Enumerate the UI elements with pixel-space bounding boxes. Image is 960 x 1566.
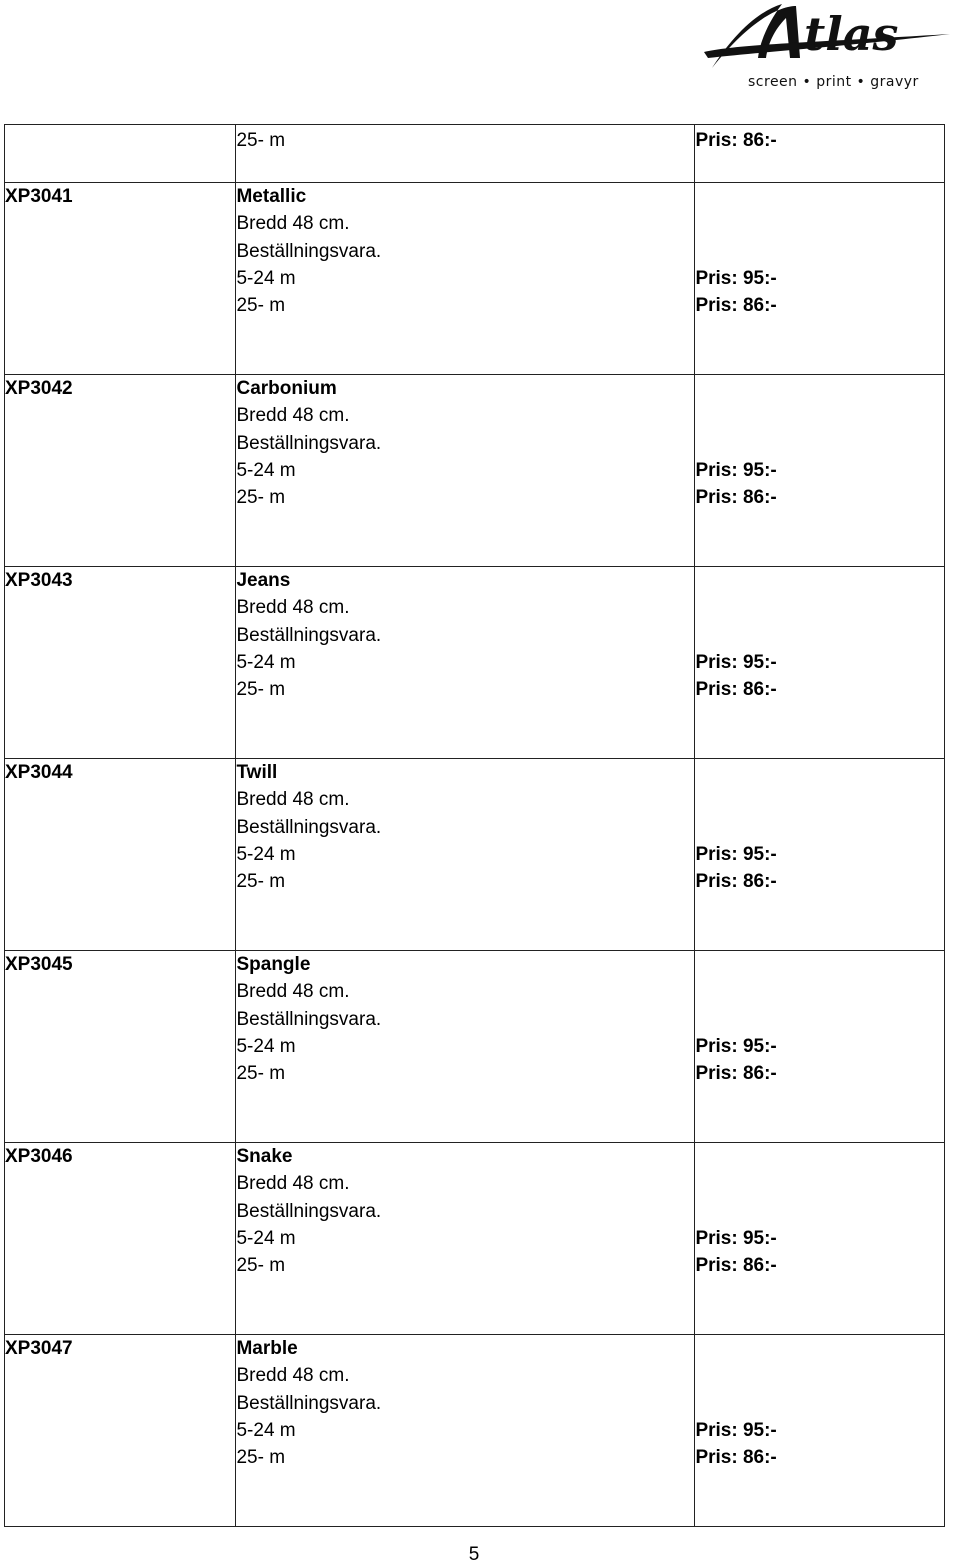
price-tier: Pris: 95:-: [695, 1227, 777, 1249]
product-name: Jeans: [236, 570, 291, 591]
order-note: Beställningsvara.: [236, 1200, 382, 1222]
product-name: Marble: [236, 1338, 298, 1359]
quantity-tier: 5-24 m: [236, 1035, 296, 1057]
price-tier: Pris: 86:-: [695, 1063, 777, 1085]
quantity-tier: 25- m: [236, 871, 286, 893]
price-cell: [695, 567, 945, 759]
price-cell: [695, 1143, 945, 1335]
price-spacer: [695, 759, 944, 841]
product-width: Bredd 48 cm.: [236, 405, 350, 427]
product-code-cell: [5, 125, 236, 183]
quantity-tier: 25- m: [236, 487, 286, 509]
price-tier: Pris: 86:-: [695, 1255, 777, 1277]
quantity-tier: 5-24 m: [236, 651, 296, 673]
price-tier: Pris: 95:-: [695, 267, 777, 289]
price-cell: [695, 375, 945, 567]
order-note: Beställningsvara.: [236, 1392, 382, 1414]
atlas-logo: [700, 0, 958, 98]
description-cell: [236, 951, 695, 1143]
product-code-cell: XP3047: [5, 1335, 236, 1527]
quantity-tier: 5-24 m: [236, 459, 296, 481]
svg-text:tlas: tlas: [804, 7, 899, 61]
product-width: Bredd 48 cm.: [236, 789, 350, 811]
price-tier: Pris: 86:-: [695, 1447, 777, 1469]
price-tier: Pris: 95:-: [695, 459, 777, 481]
product-code-cell: XP3044: [5, 759, 236, 951]
price-spacer: [695, 951, 944, 1033]
price-spacer: [695, 1143, 944, 1225]
description-cell: [236, 183, 695, 375]
price-spacer: [695, 567, 944, 649]
atlas-logo-mark: [700, 0, 958, 78]
order-note: Beställningsvara.: [236, 1008, 382, 1030]
price-tier: Pris: 95:-: [695, 843, 777, 865]
quantity-tier: 5-24 m: [236, 843, 296, 865]
price-tier: Pris: 95:-: [695, 651, 777, 673]
page-number: 5: [468, 1544, 480, 1565]
order-note: Beställningsvara.: [236, 624, 382, 646]
description-cell: 25- m: [236, 125, 695, 183]
product-code-cell: XP3042: [5, 375, 236, 567]
price-tier: Pris: 86:-: [695, 487, 777, 509]
table-row: [5, 759, 945, 951]
table-row: [5, 183, 945, 375]
price-tier: Pris: 86:-: [695, 679, 777, 701]
price-cell: [695, 183, 945, 375]
quantity-tier: 25- m: [236, 295, 286, 317]
description-cell: [236, 759, 695, 951]
description-cell: [236, 567, 695, 759]
table-row: [5, 125, 945, 183]
price-tier: Pris: 86:-: [695, 871, 777, 893]
product-width: Bredd 48 cm.: [236, 597, 350, 619]
order-note: Beställningsvara.: [236, 432, 382, 454]
product-name: Metallic: [236, 186, 307, 207]
order-note: Beställningsvara.: [236, 816, 382, 838]
price-cell: [695, 1335, 945, 1527]
quantity-tier: 5-24 m: [236, 1227, 296, 1249]
description-cell: [236, 375, 695, 567]
table-row: [5, 567, 945, 759]
price-cell: Pris: 86:-: [695, 125, 945, 183]
price-table: [4, 124, 945, 1527]
quantity-tier: 25- m: [236, 679, 286, 701]
product-code-cell: XP3041: [5, 183, 236, 375]
product-width: Bredd 48 cm.: [236, 1173, 350, 1195]
product-code-cell: XP3045: [5, 951, 236, 1143]
quantity-tier: 5-24 m: [236, 267, 296, 289]
quantity-tier: 25- m: [236, 1255, 286, 1277]
product-name: Snake: [236, 1146, 293, 1167]
price-spacer: [695, 183, 944, 265]
description-cell: [236, 1143, 695, 1335]
table-row: [5, 1335, 945, 1527]
table-row: [5, 951, 945, 1143]
price-cell: [695, 759, 945, 951]
table-row: [5, 375, 945, 567]
product-width: Bredd 48 cm.: [236, 213, 350, 235]
description-cell: [236, 1335, 695, 1527]
price-tier: Pris: 86:-: [695, 295, 777, 317]
logo-subtext: screen • print • gravyr: [748, 74, 919, 90]
quantity-tier: 25- m: [236, 1447, 286, 1469]
product-code-cell: XP3043: [5, 567, 236, 759]
price-tier: Pris: 95:-: [695, 1035, 777, 1057]
price-spacer: [695, 1335, 944, 1417]
product-width: Bredd 48 cm.: [236, 981, 350, 1003]
product-code-cell: XP3046: [5, 1143, 236, 1335]
product-name: Carbonium: [236, 378, 337, 399]
product-width: Bredd 48 cm.: [236, 1365, 350, 1387]
product-name: Spangle: [236, 954, 311, 975]
product-name: Twill: [236, 762, 278, 783]
order-note: Beställningsvara.: [236, 240, 382, 262]
table-row: [5, 1143, 945, 1335]
quantity-tier: 25- m: [236, 1063, 286, 1085]
price-tier: Pris: 95:-: [695, 1419, 777, 1441]
price-cell: [695, 951, 945, 1143]
price-spacer: [695, 375, 944, 457]
quantity-tier: 5-24 m: [236, 1419, 296, 1441]
